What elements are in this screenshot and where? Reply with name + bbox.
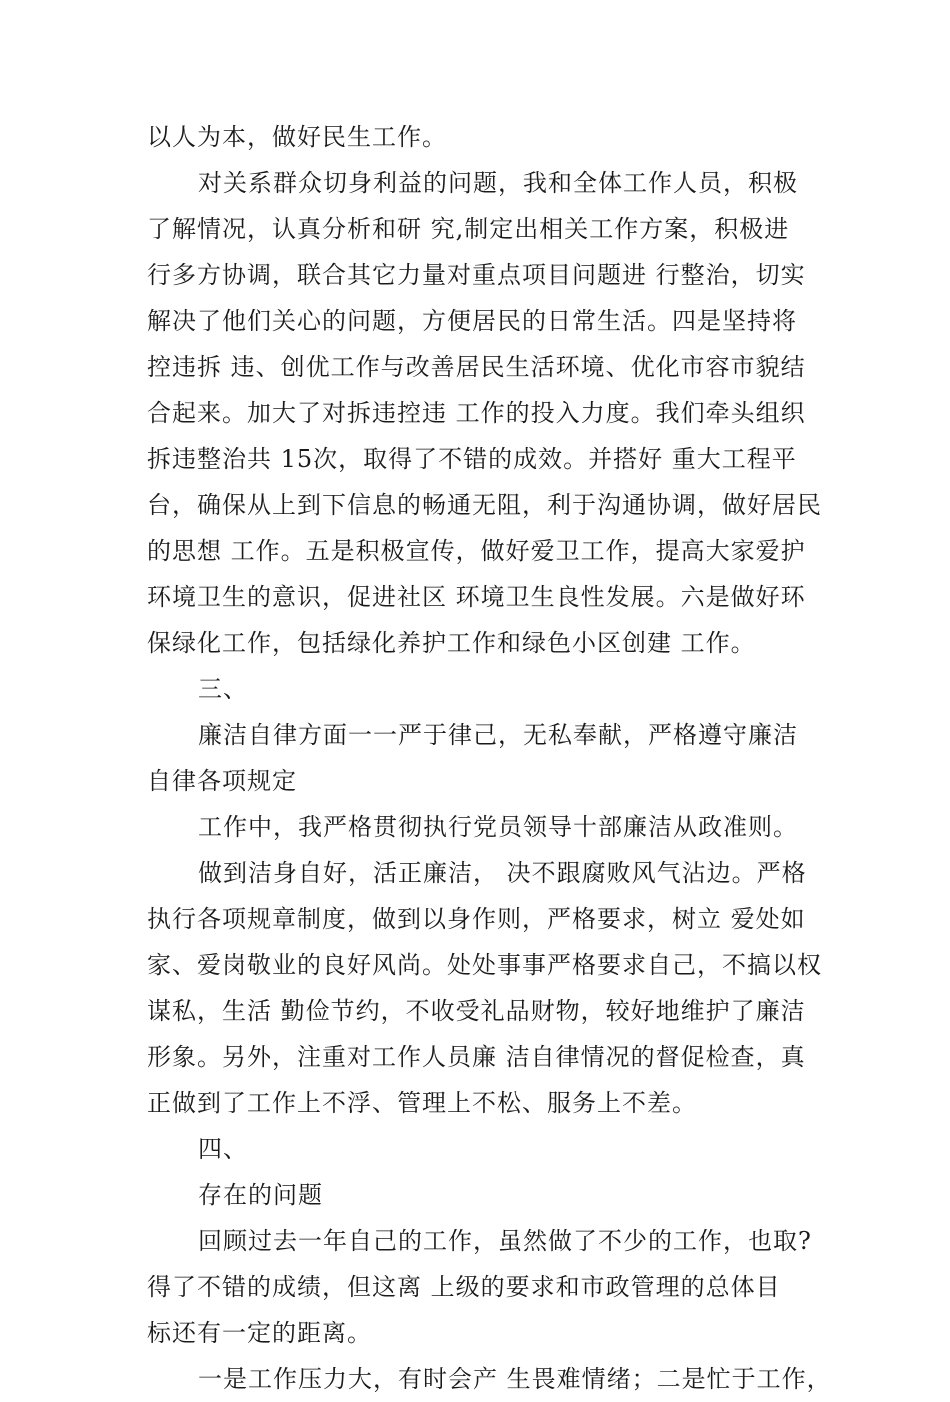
text-line: 四、: [198, 1135, 248, 1163]
text-line: 家、爱岗敬业的良好风尚。处处事事严格要求自己，不搞以权: [147, 951, 822, 979]
text-line: 存在的问题: [198, 1181, 323, 1209]
text-line: 环境卫生的意识，促进社区 环境卫生良性发展。六是做好环: [147, 583, 806, 611]
text-line: 合起来。加大了对拆违控违 工作的投入力度。我们牵头组织: [147, 399, 806, 427]
text-line: 一是工作压力大，有时会产 生畏难情绪；二是忙于工作，: [198, 1365, 832, 1393]
text-line: 行多方协调，联合其它力量对重点项目问题进 行整治，切实: [147, 261, 806, 289]
text-line: 解决了他们关心的问题，方便居民的日常生活。四是坚持将: [147, 307, 797, 335]
text-line: 正做到了工作上不浮、管理上不松、服务上不差。: [147, 1089, 697, 1117]
text-line: 的思想 工作。五是积极宣传，做好爱卫工作，提高大家爱护: [147, 537, 806, 565]
text-line: 了解情况，认真分析和研 究,制定出相关工作方案，积极进: [147, 215, 790, 243]
text-line: 得了不错的成绩，但这离 上级的要求和市政管理的总体目: [147, 1273, 781, 1301]
text-line: 自律各项规定: [147, 767, 297, 795]
text-line: 以人为本，做好民生工作。: [147, 123, 447, 151]
text-line: 形象。另外，注重对工作人员廉 洁自律情况的督促检查，真: [147, 1043, 806, 1071]
text-line: 三、: [198, 675, 248, 703]
text-line: 拆违整治共 15次，取得了不错的成效。并搭好 重大工程平: [147, 445, 797, 473]
text-line: 廉洁自律方面一一严于律己，无私奉献，严格遵守廉洁: [198, 721, 798, 749]
text-line: 回顾过去一年自己的工作，虽然做了不少的工作，也取?: [198, 1227, 812, 1255]
document-body: [147, 114, 832, 1402]
text-line: 台，确保从上到下信息的畅通无阻，利于沟通协调，做好居民: [147, 491, 822, 519]
text-line: 对关系群众切身利益的问题，我和全体工作人员，积极: [198, 169, 798, 197]
text-line: 控违拆 违、创优工作与改善居民生活环境、优化市容市貌结: [147, 353, 806, 381]
text-line: 工作中，我严格贯彻执行党员领导十部廉洁从政准则。: [198, 813, 798, 841]
text-line: 保绿化工作，包括绿化养护工作和绿色小区创建 工作。: [147, 629, 756, 657]
text-line: 标还有一定的距离。: [147, 1319, 372, 1347]
text-line: 做到洁身自好，活正廉洁， 决不跟腐败风气沾边。严格: [198, 859, 807, 887]
text-line: 谋私，生活 勤俭节约，不收受礼品财物，较好地维护了廉洁: [147, 997, 806, 1025]
text-line: 执行各项规章制度，做到以身作则，严格要求，树立 爱处如: [147, 905, 806, 933]
